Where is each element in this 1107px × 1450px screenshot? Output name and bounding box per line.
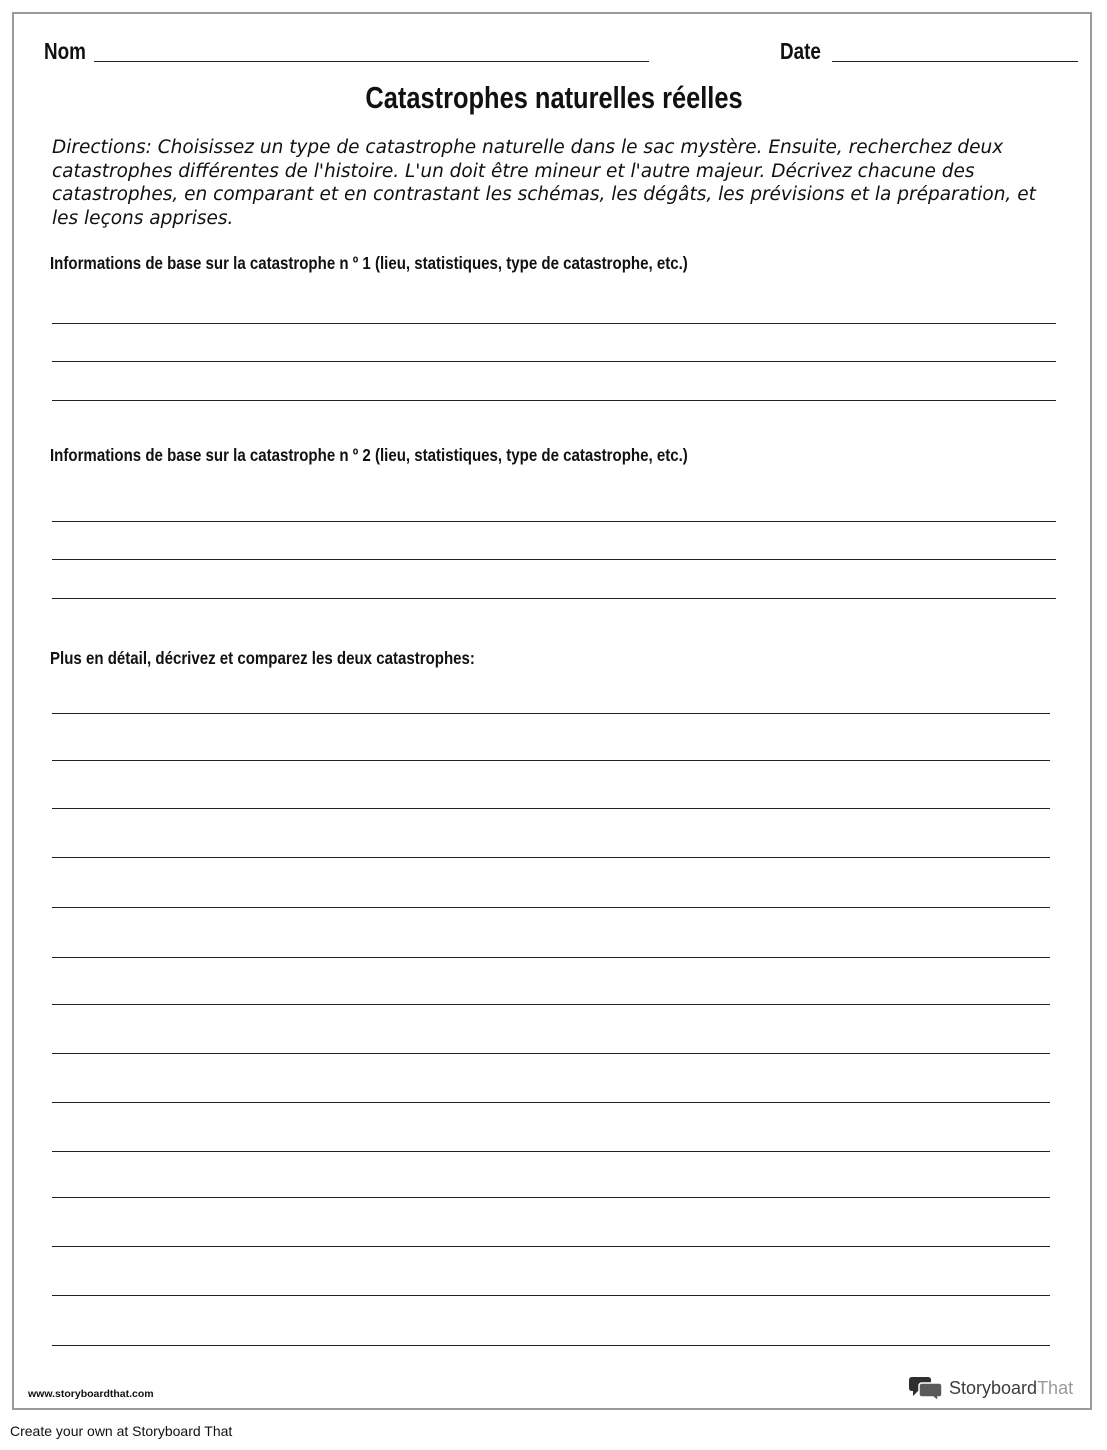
answer-line[interactable] [52, 907, 1050, 908]
answer-line[interactable] [52, 760, 1050, 761]
answer-line[interactable] [52, 1004, 1050, 1005]
brand-name-part2: That [1037, 1378, 1074, 1398]
date-label: Date [780, 38, 821, 64]
answer-line[interactable] [52, 400, 1056, 401]
answer-line[interactable] [52, 1246, 1050, 1247]
answer-line[interactable] [52, 713, 1050, 714]
answer-line[interactable] [52, 957, 1050, 958]
directions-text: Directions: Choisissez un type de catastrophe naturelle dans le sac mystère. Ensuite, recherchez deux catastrophes différentes de l'histoire. L'un doit être mineur et l'autre majeur. Décrivez chacune des catastrophes, en comparant et en contrastant les schémas, les dégâts, les prévisions et la préparation, et les leçons apprises. [52, 137, 1036, 229]
answer-line[interactable] [52, 559, 1056, 560]
answer-line[interactable] [52, 521, 1056, 522]
answer-line[interactable] [52, 361, 1056, 362]
brand-name-part1: Storyboard [949, 1378, 1038, 1398]
section-1-prompt: Informations de base sur la catastrophe n º 1 (lieu, statistiques, type de catastrophe, etc.) [50, 253, 688, 273]
answer-line[interactable] [52, 857, 1050, 858]
worksheet-page [12, 12, 1092, 1410]
page-title [14, 82, 1094, 113]
brand-name [949, 1379, 1073, 1397]
page-title-text: Catastrophes naturelles réelles [365, 80, 743, 115]
answer-line[interactable] [52, 1197, 1050, 1198]
answer-line[interactable] [52, 1151, 1050, 1152]
name-label: Nom [44, 38, 86, 64]
answer-line[interactable] [52, 323, 1056, 324]
speech-bubbles-icon [909, 1375, 943, 1401]
answer-line[interactable] [52, 808, 1050, 809]
answer-line[interactable] [52, 1102, 1050, 1103]
date-field-line[interactable] [832, 61, 1078, 62]
create-your-own-credit[interactable]: Create your own at Storyboard That [10, 1423, 233, 1439]
answer-line[interactable] [52, 598, 1056, 599]
section-2-prompt: Informations de base sur la catastrophe n º 2 (lieu, statistiques, type de catastrophe, etc.) [50, 445, 688, 465]
section-3-prompt: Plus en détail, décrivez et comparez les deux catastrophes: [50, 648, 475, 668]
storyboardthat-logo [909, 1374, 1073, 1402]
answer-line[interactable] [52, 1053, 1050, 1054]
name-field-line[interactable] [94, 61, 649, 62]
footer-url: www.storyboardthat.com [28, 1388, 154, 1400]
answer-line[interactable] [52, 1345, 1050, 1346]
answer-line[interactable] [52, 1295, 1050, 1296]
